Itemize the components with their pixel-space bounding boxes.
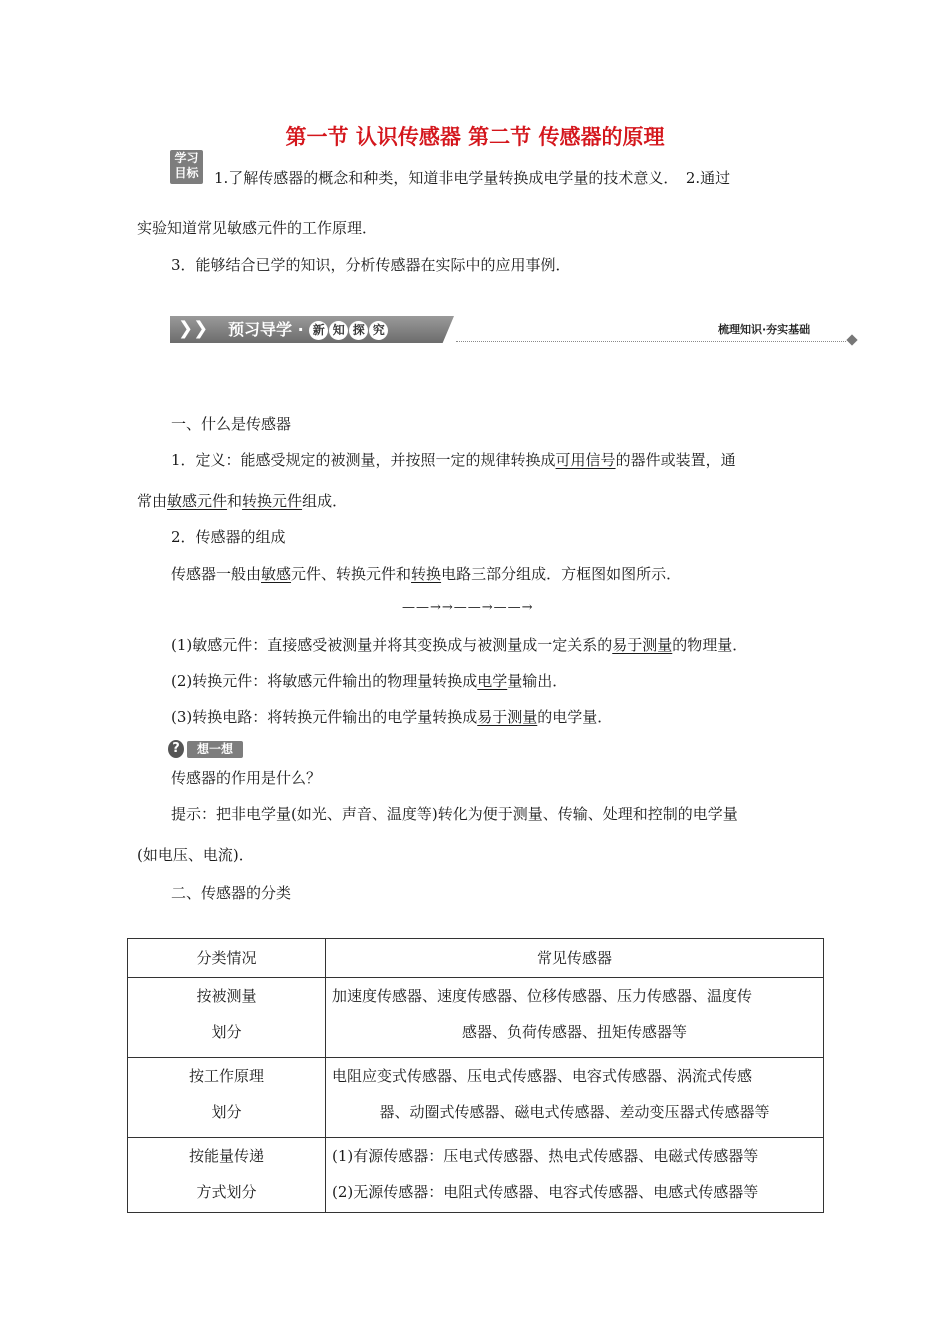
objective-line-2: 实验知道常见敏感元件的工作原理． (137, 219, 378, 237)
banner-right-caption: 梳理知识·夯实基础 (718, 323, 811, 336)
table-cell-category (128, 1058, 326, 1138)
definition-text: 的器件或装置，通 (615, 451, 736, 469)
cell-line: 加速度传感器、速度传感器、位移传感器、压力传感器、温度传 (332, 987, 753, 1005)
composition-heading: 2．传感器的组成 (171, 528, 286, 546)
cell-line: 按工作原理 (188, 1067, 264, 1085)
item-text: 的物理量． (672, 636, 748, 654)
definition-text: 常由 (137, 492, 168, 510)
table-row (128, 1058, 824, 1138)
composition-text: 电路三部分组成．方框图如图所示． (441, 565, 682, 583)
question-mark-icon: ? (168, 740, 184, 758)
definition-line-2 (137, 490, 347, 512)
banner-dotted-rule (456, 341, 846, 342)
banner-title: 预习导学 (228, 320, 293, 339)
composition-text: 传感器一般由 (171, 565, 262, 583)
answer-blank: 电学 (477, 672, 508, 690)
block-diagram-arrows: ——→→——→——→ (402, 600, 534, 615)
diamond-icon (846, 334, 857, 345)
table-row (128, 978, 824, 1058)
table-header-row (128, 939, 824, 978)
answer-blank: 可用信号 (555, 451, 616, 469)
cell-line: 器、动圈式传感器、磁电式传感器、差动变压器式传感器等 (379, 1103, 770, 1121)
composition-text: 元件、转换元件和 (291, 565, 412, 583)
cell-line: 方式划分 (196, 1183, 257, 1201)
banner-circle-3: 探 (349, 321, 368, 340)
hint-line-2: (如电压、电流)． (137, 846, 254, 864)
item-text: (3)转换电路：将转换元件输出的电学量转换成 (171, 708, 478, 726)
item-text: (1)敏感元件：直接感受被测量并将其变换成与被测量成一定关系的 (171, 636, 613, 654)
table-cell-sensors (326, 1058, 824, 1138)
cell-line: 电阻应变式传感器、压电式传感器、电容式传感器、涡流式传感 (332, 1067, 753, 1085)
banner-chevron-icon: ❯❯ (178, 318, 209, 339)
cell-line: 划分 (211, 1023, 242, 1041)
banner-label (228, 319, 389, 341)
answer-blank: 易于测量 (612, 636, 673, 654)
item-conversion-element (171, 670, 567, 692)
table-cell-sensors (326, 978, 824, 1058)
classification-table (127, 938, 824, 1213)
table-row (128, 1138, 824, 1213)
answer-blank: 转换元件 (242, 492, 303, 510)
table-header-cell: 分类情况 (128, 939, 326, 978)
answer-blank: 转换 (411, 565, 442, 583)
table-header-cell: 常见传感器 (326, 939, 824, 978)
cell-line: (2)无源传感器：电阻式传感器、电容式传感器、电感式传感器等 (332, 1183, 759, 1201)
definition-text: 和 (227, 492, 243, 510)
item-text: (2)转换元件：将敏感元件输出的物理量转换成 (171, 672, 478, 690)
cell-line: 按被测量 (196, 987, 257, 1005)
think-question: 传感器的作用是什么？ (171, 769, 322, 787)
item-text: 量输出． (507, 672, 568, 690)
cell-line: (1)有源传感器：压电式传感器、热电式传感器、电磁式传感器等 (332, 1147, 759, 1165)
composition-line (171, 563, 681, 585)
table-cell-sensors (326, 1138, 824, 1213)
cell-line: 划分 (211, 1103, 242, 1121)
answer-blank: 敏感元件 (167, 492, 228, 510)
definition-line-1 (171, 449, 736, 471)
think-badge: 想一想 (187, 741, 243, 758)
section2-heading: 二、传感器的分类 (171, 884, 292, 902)
answer-blank: 易于测量 (477, 708, 538, 726)
definition-text: 组成． (302, 492, 348, 510)
page-title: 第一节 认识传感器 第二节 传感器的原理 (285, 125, 665, 149)
item-conversion-circuit (171, 706, 612, 728)
banner-circle-1: 新 (309, 321, 328, 340)
table-cell-category (128, 978, 326, 1058)
item-text: 的电学量． (537, 708, 613, 726)
section1-heading: 一、什么是传感器 (171, 415, 292, 433)
banner-separator: · (297, 320, 304, 339)
answer-blank: 敏感 (261, 565, 292, 583)
banner-circle-4: 究 (369, 321, 388, 340)
objective-line-3: 3．能够结合已学的知识，分析传感器在实际中的应用事例． (171, 256, 571, 274)
hint-line-1: 提示：把非电学量(如光、声音、温度等)转化为便于测量、传输、处理和控制的电学量 (171, 805, 738, 823)
table-cell-category (128, 1138, 326, 1213)
objectives-badge-label: 学习目标 (174, 151, 199, 180)
item-sensitive-element (171, 634, 747, 656)
cell-line: 感器、负荷传感器、扭矩传感器等 (461, 1023, 687, 1041)
definition-text: 1．定义：能感受规定的被测量，并按照一定的规律转换成 (171, 451, 556, 469)
banner-circle-2: 知 (329, 321, 348, 340)
objective-line-1: 1.了解传感器的概念和种类，知道非电学量转换成电学量的技术意义． 2.通过 (214, 169, 731, 187)
objectives-badge (170, 150, 203, 184)
cell-line: 按能量传递 (188, 1147, 264, 1165)
